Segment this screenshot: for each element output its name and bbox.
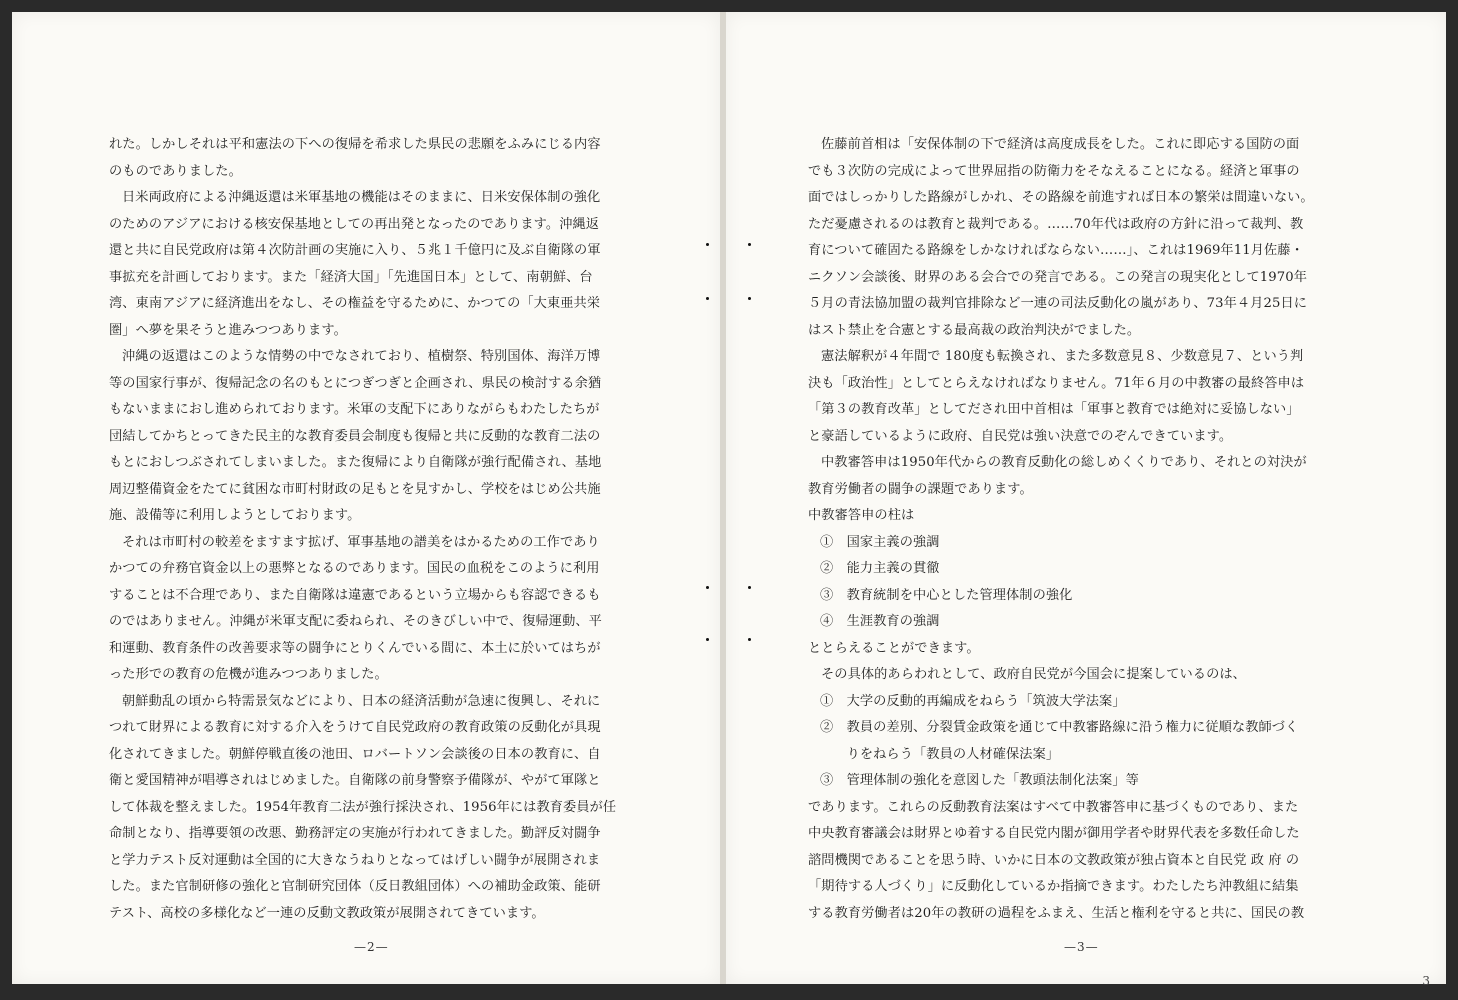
text-line: 佐藤前首相は「安保体制の下で経済は高度成長をした。これに即応する国防の面 bbox=[821, 137, 1300, 152]
text-line: ニクソン会談後、財界のある会合での発言である。この発言の現実化として1970年 bbox=[808, 269, 1308, 285]
text-line: かつての弁務官資金以上の悪弊となるのであります。国民の血税をこのように利用 bbox=[109, 561, 600, 576]
text-line: のものでありました。 bbox=[109, 163, 242, 179]
text-line: はスト禁止を合憲とする最高裁の政治判決がでました。 bbox=[808, 322, 1141, 338]
text-line: りをねらう「教員の人材確保法案」 bbox=[820, 746, 1060, 762]
text-line: ③ 教育統制を中心とした管理体制の強化 bbox=[820, 587, 1073, 603]
text-line: ただ憂慮されるのは教育と裁判である。……70年代は政府の方針に沿って裁判、教 bbox=[808, 216, 1304, 232]
binding-hole bbox=[748, 297, 751, 300]
text-line: 和運動、教育条件の改善要求等の闘争にとりくんでいる間に、本土に於いてはちが bbox=[109, 640, 601, 656]
right-page-body bbox=[808, 132, 1353, 927]
text-line: 育について確固たる路線をしかなければならない……」、これは1969年11月佐藤・ bbox=[808, 243, 1304, 258]
text-line: した。また官制研修の強化と官制研究団体（反日教組団体）への補助金政策、能研 bbox=[109, 879, 601, 894]
text-line: 中教審答申は1950年代からの教育反動化の総しめくくりであり、それとの対決が bbox=[821, 455, 1307, 470]
text-line: つれて財界による教育に対する介入をうけて自民党政府の教育政策の反動化が具現 bbox=[109, 720, 601, 735]
text-line: 朝鮮動乱の頃から特需景気などにより、日本の経済活動が急速に復興し、それに bbox=[122, 693, 601, 709]
text-line: ② 能力主義の貫徹 bbox=[820, 561, 940, 576]
text-line: 諮問機関であることを思う時、いかに日本の文教政策が独占資本と自民党 政 府 の bbox=[808, 852, 1300, 868]
text-line: 周辺整備資金をたてに貧困な市町村財政の足もとを見すかし、学校をはじめ公共施 bbox=[109, 481, 601, 497]
binding-hole bbox=[748, 638, 751, 641]
text-line: それは市町村の較差をますます拡げ、軍事基地の譜美をはかるための工作であり bbox=[122, 534, 600, 550]
text-line: テスト、高校の多様化など一連の反動文教政策が展開されてきています。 bbox=[109, 905, 545, 921]
text-line: ① 国家主義の強調 bbox=[820, 534, 940, 550]
text-line: 還と共に自民党政府は第４次防計画の実施に入り、５兆１千億円に及ぶ自衛隊の軍 bbox=[109, 243, 601, 258]
text-line: 化されてきました。朝鮮停戦直後の池田、ロバートソン会談後の日本の教育に、自 bbox=[109, 746, 601, 762]
text-line: と学力テスト反対運動は全国的に大きなうねりとなってはげしい闘争が展開されま bbox=[109, 852, 601, 868]
text-line: することは不合理であり、また自衛隊は違憲であるという立場からも容認できるも bbox=[109, 587, 601, 603]
text-line: 施、設備等に利用しようとしております。 bbox=[109, 508, 361, 523]
text-line: 事拡充を計画しております。また「経済大国」「先進国日本」として、南朝鮮、台 bbox=[109, 269, 593, 285]
text-line: して体裁を整えました。1954年教育二法が強行採決され、1956年には教育委員が任 bbox=[109, 799, 617, 815]
text-line: のためのアジアにおける核安保基地としての再出発となったのであります。沖縄返 bbox=[109, 216, 600, 232]
text-line: った形での教育の危機が進みつつありました。 bbox=[109, 667, 388, 682]
binding-hole bbox=[706, 586, 709, 589]
right-page bbox=[726, 12, 1446, 988]
text-line: れた。しかしそれは平和憲法の下への復帰を希求した県民の悲願をふみにじる内容 bbox=[109, 137, 601, 152]
binding-hole bbox=[706, 243, 709, 246]
binding-hole bbox=[748, 243, 751, 246]
left-page bbox=[12, 12, 720, 984]
text-line: 憲法解釈が４年間で 180度も転換され、また多数意見８、少数意見７、という判 bbox=[821, 349, 1304, 364]
left-page-number: —2— bbox=[354, 940, 389, 954]
binding-hole bbox=[706, 297, 709, 300]
text-line: 団結してかちとってきた民主的な教育委員会制度も復帰と共に反動的な教育二法の bbox=[109, 428, 601, 444]
text-line: その具体的あらわれとして、政府自民党が今国会に提案しているのは、 bbox=[821, 667, 1246, 682]
text-line: 中教審答申の柱は bbox=[808, 508, 915, 523]
text-line: もとにおしつぶされてしまいました。また復帰により自衛隊が強行配備され、基地 bbox=[109, 455, 602, 470]
text-line: 等の国家行事が、復帰記念の名のもとにつぎつぎと企画され、県民の検討する余猶 bbox=[109, 375, 602, 391]
text-line: 湾、東南アジアに経済進出をなし、その権益を守るために、かつての「大東亜共栄 bbox=[109, 296, 601, 311]
text-line: もないままにおし進められております。米軍の支配下にありながらもわたしたちが bbox=[109, 402, 600, 417]
text-line: ② 教員の差別、分裂賃金政策を通じて中教審路線に沿う権力に従順な教師づく bbox=[820, 720, 1299, 735]
text-line: ① 大学の反動的再編成をねらう「筑波大学法案」 bbox=[820, 693, 1126, 709]
text-line: と豪語しているように政府、自民党は強い決意でのぞんできています。 bbox=[808, 428, 1233, 444]
text-line: 中央教育審議会は財界とゆ着する自民党内閣が御用学者や財界代表を多数任命した bbox=[808, 826, 1300, 841]
text-line: のではありません。沖縄が米軍支配に委ねられ、そのきびしい中で、復帰運動、平 bbox=[109, 614, 602, 629]
text-line: する教育労働者は20年の教研の過程をふまえ、生活と権利を守ると共に、国民の教 bbox=[808, 905, 1305, 921]
text-line: 命制となり、指導要領の改悪、勤務評定の実施が行われてきました。勤評反対闘争 bbox=[109, 826, 601, 841]
text-line: ③ 管理体制の強化を意図した「教頭法制化法案」等 bbox=[820, 773, 1139, 788]
text-line: でも３次防の完成によって世界屈指の防衛力をそなえることになる。経済と軍事の bbox=[808, 163, 1300, 179]
text-line: 面ではしっかりした路線がしかれ、その路線を前進すれば日本の繁栄は間違いない。 bbox=[808, 190, 1314, 205]
left-page-body bbox=[109, 132, 654, 927]
text-line: 日米両政府による沖縄返還は米軍基地の機能はそのままに、日米安保体制の強化 bbox=[122, 190, 601, 205]
corner-number: 3 bbox=[1422, 974, 1430, 988]
text-line: 圏」へ夢を果そうと進みつつあります。 bbox=[109, 322, 347, 338]
binding-hole bbox=[748, 586, 751, 589]
text-line: 衛と愛国精神が唱導されはじめました。自衛隊の前身警察予備隊が、やがて軍隊と bbox=[109, 773, 601, 788]
right-page-number: —3— bbox=[1064, 940, 1099, 954]
text-line: 沖縄の返還はこのような情勢の中でなされており、植樹祭、特別国体、海洋万博 bbox=[122, 349, 601, 364]
text-line: 「第３の教育改革」としてだされ田中首相は「軍事と教育では絶対に妥協しない」 bbox=[808, 402, 1300, 417]
text-line: 教育労働者の闘争の課題であります。 bbox=[808, 481, 1033, 497]
text-line: 「期待する人づくり」に反動化しているか指摘できます。わたしたち沖教組に結集 bbox=[808, 879, 1299, 894]
text-line: ④ 生涯教育の強調 bbox=[820, 614, 940, 629]
text-line: ととらえることができます。 bbox=[808, 640, 980, 656]
text-line: であります。これらの反動教育法案はすべて中教審答申に基づくものであり、また bbox=[808, 799, 1299, 815]
text-line: 決も「政治性」としてとらえなければなりません。71年６月の中教審の最終答申は bbox=[808, 375, 1305, 391]
text-line: ５月の青法協加盟の裁判官排除など一連の司法反動化の嵐があり、73年４月25日に bbox=[808, 296, 1308, 311]
binding-hole bbox=[706, 638, 709, 641]
